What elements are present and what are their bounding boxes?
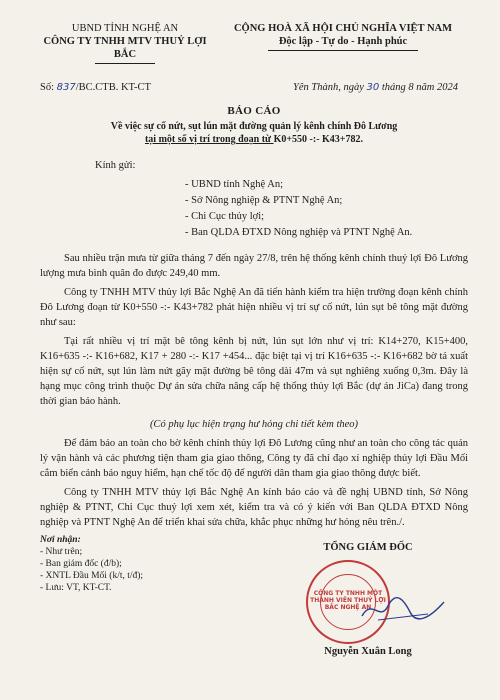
document-footer (40, 534, 468, 664)
body-paragraph: Tại rất nhiều vị trí mặt bê tông kênh bị nứt, lún sụt lớn như vị trí: K14+270, K15+400, K16+635 -:- K16+682, K17 + 280 -:- K17 +454... đặc biệt tại vị trí K16+635 -:- K16+682 bờ tả xuất hiện sự cố nứt, sụt lún làm nứt gãy mặt đường bê tông dài 47m và sụt nghiêng xuống 0,3m. Đây là hạng mục công trình thuộc Dự án sửa chữa nâng cấp hệ thống thủy lợi Bắc (dự án JiCa) đang trong thời gian bảo hành. (40, 336, 468, 407)
nation-title: CỘNG HOÀ XÃ HỘI CHỦ NGHĨA VIỆT NAM (233, 23, 453, 34)
recipient-item: - UBND tỉnh Nghệ An; (185, 179, 283, 190)
document-subject (40, 120, 468, 146)
appendix-note: (Có phụ lục hiện trạng hư hỏng chi tiết kèm theo) (149, 419, 359, 430)
document-body (40, 251, 468, 530)
signature-block (268, 534, 468, 664)
issuer-block (40, 22, 210, 64)
recipient-item: - Ban QLDA ĐTXD Nông nghiệp và PTNT Nghệ An. (185, 227, 413, 238)
body-paragraph: Công ty TNHH MTV thủy lợi Bắc Nghệ An kính báo cáo và đề nghị UBND tỉnh, Sở Nông nghiệp & PTNT, Chi Cục thuỷ lợi xem xét, kiểm tra và có ý kiến với Ban QLDA ĐTXD Nông nghiệp và PTNT Nghệ An để triển khai sửa chữa, khắc phục những hư hỏng nêu trên./. (40, 487, 468, 528)
nation-motto: Độc lập - Tự do - Hạnh phúc (278, 36, 408, 47)
reference-row (40, 82, 468, 93)
signature-icon (358, 594, 448, 624)
number-code: /BC.CTB. KT-CT (75, 82, 151, 93)
distribution-block (40, 534, 220, 664)
document-date (293, 82, 468, 93)
issuer-underline (95, 63, 155, 64)
distribution-label (40, 534, 220, 546)
subject-line-2a: tại một số vị trí trong đoạn từ (144, 134, 274, 145)
salutation: Kính gửi: (95, 160, 136, 171)
org-parent: UBND TỈNH NGHỆ AN (71, 23, 179, 34)
seal-text: CÔNG TY TNHH MỘT THÀNH VIÊN THUỶ LỢI BẮC NGHỆ AN (310, 590, 386, 611)
distribution-item: - XNTL Đầu Mối (k/t, t/đ); (40, 571, 144, 581)
motto-underline (268, 50, 418, 51)
recipient-item: - Sở Nông nghiệp & PTNT Nghệ An; (185, 195, 343, 206)
date-prefix: Yên Thành, ngày (293, 82, 364, 93)
body-paragraph: Để đảm bảo an toàn cho bờ kênh chính thủy lợi Đô Lương cũng như an toàn cho công tác quản lý vận hành và các phương tiện tham gia giao thông, Công ty đã chỉ đạo xí nghiệp thủy lợi Đầu Mối cắm biển cảnh báo nguy hiểm, hạn chế tốc độ để người dân tham gia giao thông được biết. (40, 438, 468, 479)
body-paragraph: Sau nhiều trận mưa từ giữa tháng 7 đến ngày 27/8, trên hệ thống kênh chính thuỷ lợi Đô Lương lượng mưa bình quân đo được 249,40 mm. (40, 253, 468, 279)
number-handwritten: 837 (56, 82, 76, 93)
nation-block (218, 22, 468, 64)
distribution-item: - Ban giám đốc (đ/b); (40, 559, 122, 569)
signer-name: Nguyễn Xuân Long (324, 646, 412, 657)
subject-line-1: Về việc sự cố nứt, sụt lún mặt đường quản lý kênh chính Đô Lương (110, 121, 398, 132)
distribution-label-text: Nơi nhận: (40, 535, 81, 545)
recipient-item: - Chi Cục thủy lợi; (185, 211, 265, 222)
number-prefix: Số: (40, 82, 55, 93)
signer-role: TỔNG GIÁM ĐỐC (323, 542, 413, 553)
date-suffix: tháng 8 năm 2024 (381, 82, 458, 93)
body-paragraph: Công ty TNHH MTV thủy lợi Bắc Nghệ An đã tiến hành kiểm tra hiện trường đoạn kênh chính Đô Lương đoạn từ K0+550 -:- K43+782 phát hiện nhiều vị trí sự cố nứt, lún sụt bê tông mặt đường như sau: (40, 287, 468, 328)
distribution-item: - Như trên; (40, 547, 83, 557)
date-day-handwritten: 30 (366, 82, 380, 93)
document-number (40, 82, 151, 93)
document-title: BÁO CÁO (227, 105, 281, 117)
org-name: CÔNG TY TNHH MTV THUỶ LỢI BẮC (43, 36, 207, 60)
subject-line-2 (40, 133, 468, 146)
recipient-list (40, 177, 468, 241)
distribution-item: - Lưu: VT, KT-CT. (40, 583, 112, 593)
document-header (40, 22, 468, 64)
subject-line-2b: K0+550 -:- K43+782. (273, 134, 364, 145)
